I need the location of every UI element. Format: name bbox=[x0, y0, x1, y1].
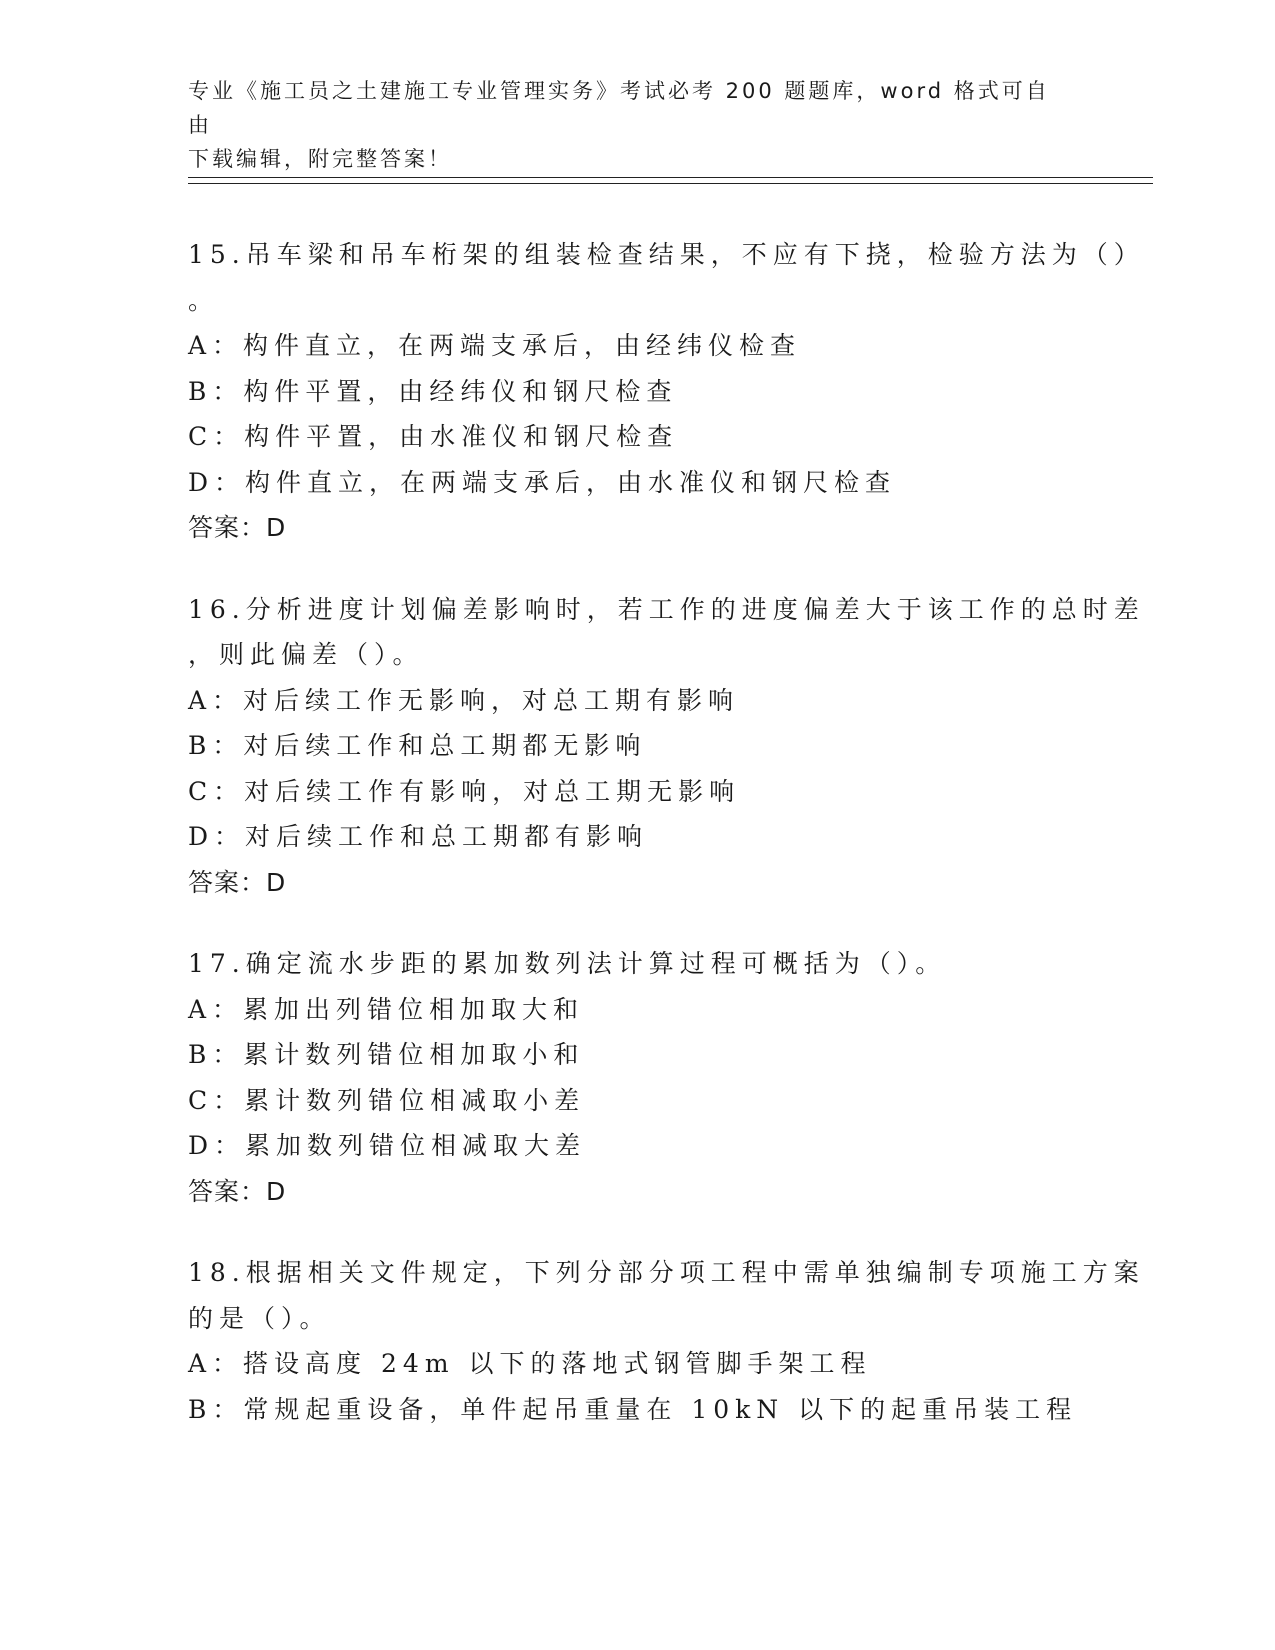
option-b: B：常规起重设备，单件起吊重量在 10kN 以下的起重吊装工程 bbox=[188, 1394, 1078, 1424]
header-line-1: 专业《施工员之土建施工专业管理实务》考试必考 200 题题库，word 格式可自由 bbox=[188, 79, 1050, 137]
question-17 bbox=[188, 941, 1088, 1214]
option-c: C：累计数列错位相减取小差 bbox=[188, 1085, 586, 1115]
header-divider-top bbox=[188, 177, 1153, 178]
answer-line: 答案：D bbox=[188, 1176, 287, 1206]
option-b: B：对后续工作和总工期都无影响 bbox=[188, 731, 647, 760]
option-b: B：构件平置，由经纬仪和钢尺检查 bbox=[188, 376, 678, 406]
question-list bbox=[188, 232, 1145, 1468]
question-stem-continued: 。 bbox=[188, 285, 220, 315]
question-stem-continued: 的是（）。 bbox=[188, 1303, 331, 1333]
header-line-2: 下载编辑，附完整答案！ bbox=[188, 147, 452, 171]
question-stem-continued: ，则此偏差（）。 bbox=[188, 640, 424, 669]
answer-line: 答案：D bbox=[188, 867, 287, 897]
answer-line: 答案：D bbox=[188, 513, 287, 542]
option-d: D：对后续工作和总工期都有影响 bbox=[188, 822, 649, 851]
option-a: A：对后续工作无影响，对总工期有影响 bbox=[188, 685, 740, 715]
question-15 bbox=[188, 232, 1145, 551]
option-a: A：累加出列错位相加取大和 bbox=[188, 994, 585, 1024]
option-c: C：对后续工作有影响，对总工期无影响 bbox=[188, 776, 741, 806]
document-header bbox=[188, 74, 1068, 176]
question-stem: 15.吊车梁和吊车桁架的组装检查结果，不应有下挠，检验方法为（） bbox=[188, 240, 1145, 269]
header-divider-bottom bbox=[188, 183, 1153, 184]
question-stem: 18.根据相关文件规定，下列分部分项工程中需单独编制专项施工方案 bbox=[188, 1258, 1145, 1287]
question-16 bbox=[188, 587, 1145, 906]
question-18 bbox=[188, 1250, 1145, 1432]
option-a: A：构件直立，在两端支承后，由经纬仪检查 bbox=[188, 331, 802, 360]
option-b: B：累计数列错位相加取小和 bbox=[188, 1040, 585, 1069]
option-d: D：构件直立，在两端支承后，由水准仪和钢尺检查 bbox=[188, 467, 897, 497]
option-a: A：搭设高度 24m 以下的落地式钢管脚手架工程 bbox=[188, 1349, 872, 1378]
question-stem: 16.分析进度计划偏差影响时，若工作的进度偏差大于该工作的总时差 bbox=[188, 594, 1145, 624]
option-c: C：构件平置，由水准仪和钢尺检查 bbox=[188, 422, 679, 451]
option-d: D：累加数列错位相减取大差 bbox=[188, 1131, 587, 1160]
question-stem: 17.确定流水步距的累加数列法计算过程可概括为（）。 bbox=[188, 949, 947, 978]
